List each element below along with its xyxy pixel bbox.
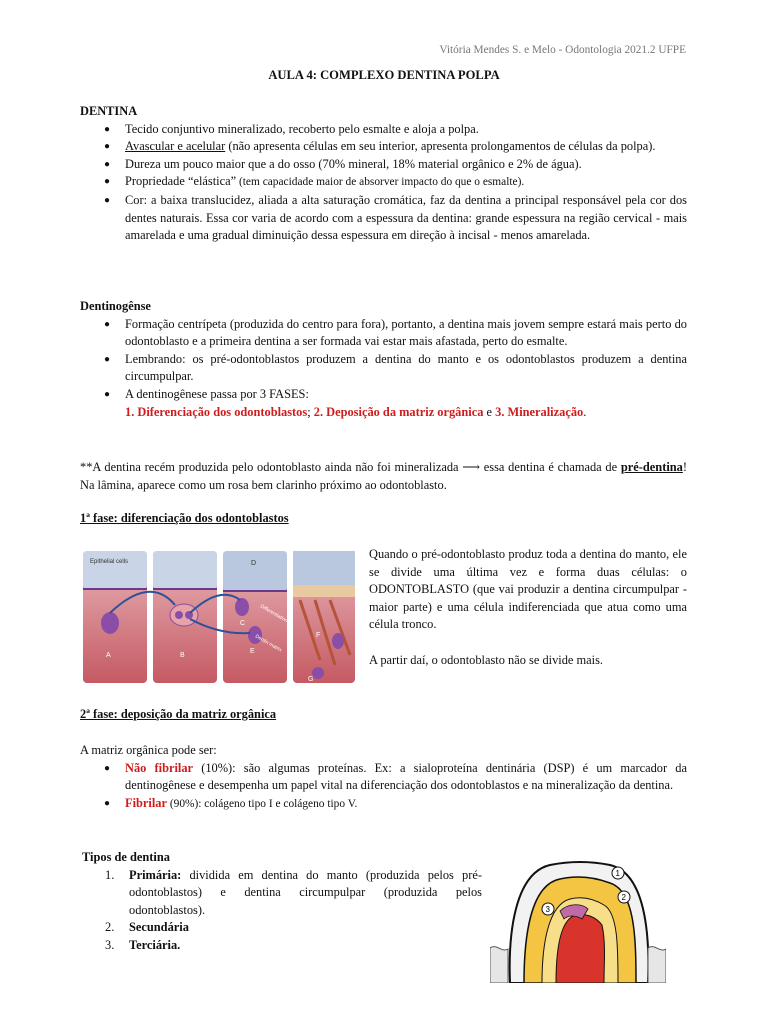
bullet-icon: ● — [104, 141, 111, 153]
panel-b — [153, 551, 217, 683]
fase1-paragraph-1: Quando o pré-odontoblasto produz toda a dentina do manto, ele se divide uma última vez e forma duas células: o ODONTOBLASTO (que vai produzir a dentina circumpulpar - maior parte) e uma célula indiferenciada que atua como uma célula tronco. — [369, 547, 687, 632]
fase1-text — [369, 546, 687, 669]
bullet-icon: ● — [104, 318, 111, 330]
list-item: ● A dentinogênese passa por 3 FASES: 1. Diferenciação dos odontoblastos; 2. Deposição da matriz orgânica e 3. Mineralização. — [104, 386, 587, 419]
list-item: ● Avascular e acelular (não apresenta células em seu interior, apresenta prolongamentos de células da polpa). — [80, 138, 687, 156]
fig-label-c: C — [240, 620, 246, 627]
fig-label-dentin-matrix: Dentin matrix — [254, 633, 283, 654]
list-item: ● Fibrilar (90%): colágeno tipo I e colágeno tipo V. — [80, 795, 687, 814]
list-item: ● Lembrando: os pré-odontoblastos produzem a dentina do manto e os odontoblastos produzem a dentina circumpulpar. — [104, 351, 687, 384]
list-item: ● Tecido conjuntivo mineralizado, recoberto pelo esmalte e aloja a polpa. — [80, 121, 687, 139]
panel-a — [83, 551, 147, 683]
phase-2: 2. Deposição da matriz orgânica — [313, 404, 484, 419]
section-dentinogenese — [80, 298, 687, 421]
fig-marker-2: 2 — [621, 893, 626, 902]
fig-label-g: G — [308, 676, 314, 683]
heading-fase-2: 2ª fase: deposição da matriz orgânica — [80, 707, 277, 721]
bullet-icon: ● — [104, 176, 111, 188]
bullet-icon: ● — [104, 388, 111, 400]
fig-label-d: D — [251, 560, 257, 567]
odontoblast-differentiation-figure — [80, 545, 358, 688]
list-item: ● Formação centrípeta (produzida do centro para fora), portanto, a dentina mais jovem sempre estará mais perto do odontoblasto e a primeira dentina a ser formada vai estar mais afastada, perto do esmalte. — [104, 316, 687, 349]
list-item: 3. Terciária. — [105, 937, 181, 952]
bullet-icon: ● — [104, 194, 111, 206]
fig-label-a: A — [106, 652, 111, 659]
heading-dentina: DENTINA — [80, 104, 138, 118]
list-item: 1. Primária: dividida em dentina do manto (produzida pelos pré-odontoblastos) e dentina circumpulpar (produzida pelos odontoblastos). — [105, 867, 482, 917]
fig-label-differentiation: Differentiation — [259, 603, 289, 625]
list-item: ● Cor: a baixa translucidez, aliada a alta saturação cromática, faz da dentina a principal responsável pela cor dos dentes naturais. Essa cor varia de acordo com a espessura da dentina: grande espessura na região cervical - mais amarelada e uma gradual diminuição dessa espessura em direção à incisal - menos amarelada. — [104, 192, 687, 243]
fig-label-e: E — [250, 648, 255, 655]
panel-d — [293, 551, 355, 683]
list-item: ● Propriedade “elástica” (tem capacidade maior de absorver impacto do que o esmalte). — [80, 173, 687, 192]
section-fase-2 — [80, 742, 687, 813]
bullet-icon: ● — [104, 158, 111, 170]
fig-label-b: B — [180, 652, 185, 659]
list-item: ● Dureza um pouco maior que a do osso (70% mineral, 18% material orgânico e 2% de água). — [80, 156, 687, 174]
fig-marker-1: 1 — [615, 869, 620, 878]
page-header: Vitória Mendes S. e Melo - Odontologia 2021.2 UFPE — [439, 44, 686, 56]
phase-3: 3. Mineralização — [495, 404, 584, 419]
heading-tipos: Tipos de dentina — [82, 850, 170, 864]
heading-dentinogenese: Dentinogênse — [80, 299, 151, 313]
fig-label-epithelial: Epithelial cells — [90, 559, 129, 565]
fig-marker-3: 3 — [545, 905, 550, 914]
fase2-intro: A matriz orgânica pode ser: — [80, 743, 217, 757]
tooth-dentin-types-figure — [490, 853, 666, 983]
phase-1: 1. Diferenciação dos odontoblastos — [125, 404, 308, 419]
note-pre-dentina: **A dentina recém produzida pelo odontoblasto ainda não foi mineralizada ⟶ essa dentina é chamada de pré-dentina! Na lâmina, aparece como um rosa bem clarinho próximo ao odontoblasto. — [80, 460, 687, 492]
page-title: AULA 4: COMPLEXO DENTINA POLPA — [268, 68, 500, 82]
fase1-paragraph-2: A partir daí, o odontoblasto não se divide mais. — [369, 652, 604, 667]
bullet-icon: ● — [104, 797, 111, 809]
list-item: 2. Secundária — [105, 920, 189, 935]
bullet-icon: ● — [104, 353, 111, 365]
bullet-icon: ● — [104, 123, 111, 135]
bullet-icon: ● — [104, 762, 111, 774]
section-dentina — [80, 103, 687, 245]
list-item: ● Não fibrilar (10%): são algumas proteínas. Ex: a sialoproteína dentinária (DSP) é um marcador da dentinogênese e desempenha um papel vital na diferenciação dos odontoblastos e na mineralização da dentina. — [104, 760, 687, 793]
fig-label-f: F — [316, 632, 321, 639]
heading-fase-1: 1ª fase: diferenciação dos odontoblastos — [80, 511, 289, 525]
section-tipos — [82, 849, 482, 955]
